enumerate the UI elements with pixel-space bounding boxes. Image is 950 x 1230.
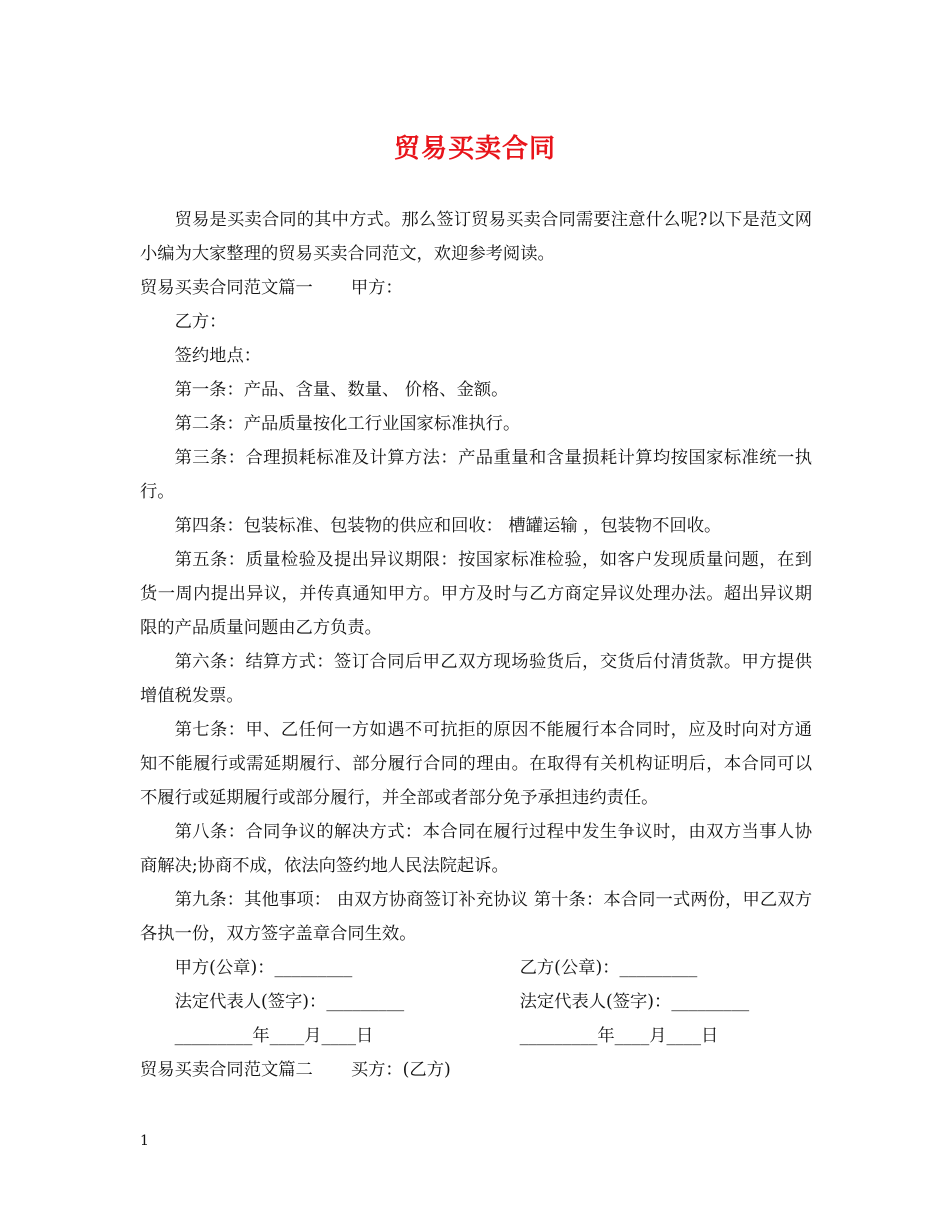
party-a-seal: 甲方(公章)：_________	[174, 958, 353, 978]
representative-row	[140, 985, 812, 1019]
party-a-label: 甲方：	[350, 278, 403, 298]
intro-paragraph: 贸易是买卖合同的其中方式。那么签订贸易买卖合同需要注意什么呢?以下是范文网小编为大家整理的贸易买卖合同范文，欢迎参考阅读。	[140, 210, 812, 264]
page-number: 1	[140, 1133, 149, 1149]
buyer-label: 买方：(乙方)	[350, 1060, 451, 1080]
party-b-label: 乙方：	[174, 312, 227, 332]
date-row	[140, 1019, 812, 1053]
clause-9-10: 第九条：其他事项： 由双方协商签订补充协议 第十条：本合同一式两份，甲乙双方各执一份，双方签字盖章合同生效。	[140, 890, 812, 944]
document-title: 贸易买卖合同	[393, 134, 556, 164]
sample2-heading-line	[140, 1053, 812, 1087]
clause-2: 第二条：产品质量按化工行业国家标准执行。	[174, 414, 521, 434]
sample2-heading: 贸易买卖合同范文篇二	[140, 1060, 313, 1080]
clause-8: 第八条：合同争议的解决方式：本合同在履行过程中发生争议时，由双方当事人协商解决;协商不成，依法向签约地人民法院起诉。	[140, 822, 812, 876]
party-b-seal: 乙方(公章)：_________	[519, 958, 698, 978]
sample1-heading-line	[140, 271, 812, 305]
party-b-representative: 法定代表人(签字)：_________	[519, 992, 750, 1012]
seal-row	[140, 951, 812, 985]
party-a-representative: 法定代表人(签字)：_________	[174, 992, 405, 1012]
party-b-date: _________年____月____日	[519, 1026, 719, 1046]
sample1-heading: 贸易买卖合同范文篇一	[140, 278, 313, 298]
document-body	[140, 203, 812, 1087]
clause-1: 第一条：产品、含量、数量、 价格、金额。	[174, 380, 509, 400]
signing-place-label: 签约地点：	[174, 346, 262, 366]
clause-7: 第七条：甲、乙任何一方如遇不可抗拒的原因不能履行本合同时，应及时向对方通知不能履行或需延期履行、部分履行合同的理由。在取得有关机构证明后，本合同可以不履行或延期履行或部分履行，并全部或者部分免予承担违约责任。	[140, 720, 812, 808]
party-a-date: _________年____月____日	[174, 1026, 374, 1046]
clause-6: 第六条：结算方式：签订合同后甲乙双方现场验货后，交货后付清货款。甲方提供增值税发票。	[140, 652, 812, 706]
clause-3: 第三条：合理损耗标准及计算方法：产品重量和含量损耗计算均按国家标准统一执行。	[140, 448, 812, 502]
clause-5: 第五条：质量检验及提出异议期限：按国家标准检验，如客户发现质量问题，在到货一周内提出异议，并传真通知甲方。甲方及时与乙方商定异议处理办法。超出异议期限的产品质量问题由乙方负责。	[140, 550, 812, 638]
clause-4: 第四条：包装标准、包装物的供应和回收： 槽罐运输 ，包装物不回收。	[174, 516, 722, 536]
